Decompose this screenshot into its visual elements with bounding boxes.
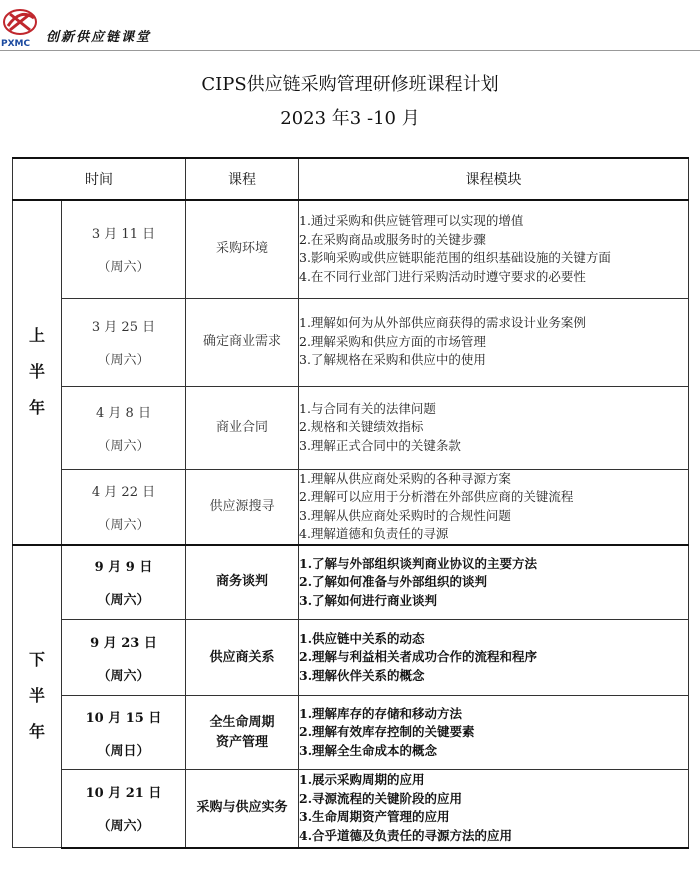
document-subtitle: 2023 年3 -10 月 bbox=[280, 108, 420, 129]
course-modules-cell bbox=[299, 298, 689, 386]
course-modules-cell bbox=[299, 200, 689, 298]
session-weekday: （周六） bbox=[97, 668, 150, 684]
module-item: 1.理解从供应商处采购的各种寻源方案 bbox=[299, 470, 511, 486]
table-row bbox=[13, 298, 689, 386]
course-name: 资产管理 bbox=[215, 734, 268, 750]
half-year-char: 半 bbox=[28, 686, 45, 706]
module-item: 2.理解与利益相关者成功合作的流程和程序 bbox=[299, 649, 538, 665]
table-row bbox=[13, 200, 689, 298]
session-weekday: （周六） bbox=[97, 593, 150, 609]
header-divider bbox=[0, 50, 700, 51]
module-item: 3.理解从供应商处采购时的合规性问题 bbox=[299, 507, 511, 523]
course-name-cell bbox=[186, 200, 299, 298]
course-name: 确定商业需求 bbox=[202, 334, 281, 349]
table-row bbox=[13, 545, 689, 620]
module-item: 2.理解有效库存控制的关键要素 bbox=[299, 724, 475, 740]
course-modules-cell bbox=[299, 770, 689, 848]
session-date-cell bbox=[62, 386, 186, 469]
module-item: 4.合乎道德及负责任的寻源方法的应用 bbox=[299, 827, 513, 843]
course-name-cell bbox=[186, 696, 299, 770]
course-name-cell bbox=[186, 620, 299, 696]
course-schedule-table bbox=[12, 157, 689, 849]
course-name-cell bbox=[186, 770, 299, 848]
module-item: 3.理解伙伴关系的概念 bbox=[299, 667, 425, 683]
module-item: 4.在不同行业部门进行采购活动时遵守要求的必要性 bbox=[299, 268, 586, 284]
session-date: 9 月 23 日 bbox=[90, 635, 157, 651]
module-item: 2.规格和关键绩效指标 bbox=[299, 419, 424, 435]
course-modules-cell bbox=[299, 469, 689, 545]
module-item: 3.理解全生命成本的概念 bbox=[299, 742, 438, 758]
table-row bbox=[13, 469, 689, 545]
module-item: 2.了解如何准备与外部组织的谈判 bbox=[299, 574, 488, 589]
course-modules-cell bbox=[299, 696, 689, 770]
header-time: 时间 bbox=[13, 158, 186, 200]
half-year-label bbox=[13, 200, 62, 545]
session-weekday: （周六） bbox=[97, 260, 150, 276]
course-name: 采购环境 bbox=[215, 241, 268, 257]
module-item: 1.了解与外部组织谈判商业协议的主要方法 bbox=[299, 555, 538, 571]
course-name-cell bbox=[186, 469, 299, 545]
session-date: 4 月 22 日 bbox=[91, 484, 156, 500]
session-weekday: （周六） bbox=[97, 353, 150, 368]
course-name-cell bbox=[186, 298, 299, 386]
session-date: 10 月 21 日 bbox=[85, 786, 162, 802]
session-date: 3 月 25 日 bbox=[91, 320, 156, 335]
half-year-char: 半 bbox=[28, 362, 45, 382]
course-modules-cell bbox=[299, 620, 689, 696]
session-date: 10 月 15 日 bbox=[85, 710, 162, 726]
module-item: 3.影响采购或供应链职能范围的组织基础设施的关键方面 bbox=[299, 250, 611, 266]
session-weekday: （周六） bbox=[97, 819, 150, 835]
header-course: 课程 bbox=[186, 158, 299, 200]
session-date: 4 月 8 日 bbox=[96, 405, 151, 421]
session-date-cell bbox=[62, 620, 186, 696]
session-date-cell bbox=[62, 200, 186, 298]
company-logo bbox=[0, 4, 44, 48]
module-item: 1.通过采购和供应链管理可以实现的增值 bbox=[299, 213, 524, 229]
session-date: 3 月 11 日 bbox=[91, 227, 156, 243]
document-title: CIPS供应链采购管理研修班课程计划 bbox=[201, 74, 499, 95]
course-name-cell bbox=[186, 386, 299, 469]
header-modules: 课程模块 bbox=[299, 158, 689, 200]
module-item: 3.生命周期资产管理的应用 bbox=[299, 809, 450, 825]
module-item: 2.寻源流程的关键阶段的应用 bbox=[299, 790, 463, 806]
session-date-cell bbox=[62, 696, 186, 770]
module-item: 2.理解采购和供应方面的市场管理 bbox=[299, 333, 486, 349]
half-year-char: 下 bbox=[28, 650, 45, 670]
course-name: 供应商关系 bbox=[209, 649, 275, 665]
table-header-row bbox=[13, 158, 689, 200]
module-item: 1.理解库存的存储和移动方法 bbox=[299, 705, 463, 721]
session-date-cell bbox=[62, 770, 186, 848]
course-name-cell bbox=[186, 545, 299, 620]
session-date-cell bbox=[62, 545, 186, 620]
module-item: 2.理解可以应用于分析潜在外部供应商的关键流程 bbox=[299, 489, 574, 504]
table-row bbox=[13, 696, 689, 770]
module-item: 2.在采购商品或服务时的关键步骤 bbox=[299, 231, 486, 247]
session-weekday: （周日） bbox=[97, 743, 150, 759]
session-date-cell bbox=[62, 298, 186, 386]
module-item: 4.理解道德和负责任的寻源 bbox=[299, 526, 449, 541]
course-name: 商业合同 bbox=[215, 419, 268, 435]
logo-text: PXMC bbox=[1, 39, 31, 48]
session-weekday: （周六） bbox=[97, 438, 150, 454]
table-row bbox=[13, 620, 689, 696]
module-item: 3.了解如何进行商业谈判 bbox=[299, 592, 438, 608]
module-item: 3.理解正式合同中的关键条款 bbox=[299, 437, 461, 453]
session-date: 9 月 9 日 bbox=[94, 560, 153, 576]
course-name: 采购与供应实务 bbox=[196, 800, 288, 816]
session-date-cell bbox=[62, 469, 186, 545]
course-modules-cell bbox=[299, 545, 689, 620]
half-year-label bbox=[13, 545, 62, 848]
module-item: 1.供应链中关系的动态 bbox=[299, 630, 425, 646]
session-weekday: （周六） bbox=[97, 517, 150, 533]
half-year-char: 年 bbox=[28, 722, 45, 742]
brand-name: 创新供应链课堂 bbox=[46, 30, 152, 45]
table-row bbox=[13, 770, 689, 848]
half-year-char: 上 bbox=[28, 326, 45, 346]
module-item: 1.理解如何为从外部供应商获得的需求设计业务案例 bbox=[299, 315, 586, 331]
course-name: 供应源搜寻 bbox=[209, 498, 275, 514]
module-item: 1.展示采购周期的应用 bbox=[299, 772, 425, 788]
page-header bbox=[0, 0, 700, 56]
course-modules-cell bbox=[299, 386, 689, 469]
module-item: 1.与合同有关的法律问题 bbox=[299, 400, 436, 416]
course-name: 全生命周期 bbox=[209, 714, 275, 730]
module-item: 3.了解规格在采购和供应中的使用 bbox=[299, 352, 486, 368]
table-row bbox=[13, 386, 689, 469]
course-name: 商务谈判 bbox=[215, 574, 268, 590]
half-year-char: 年 bbox=[28, 398, 45, 418]
